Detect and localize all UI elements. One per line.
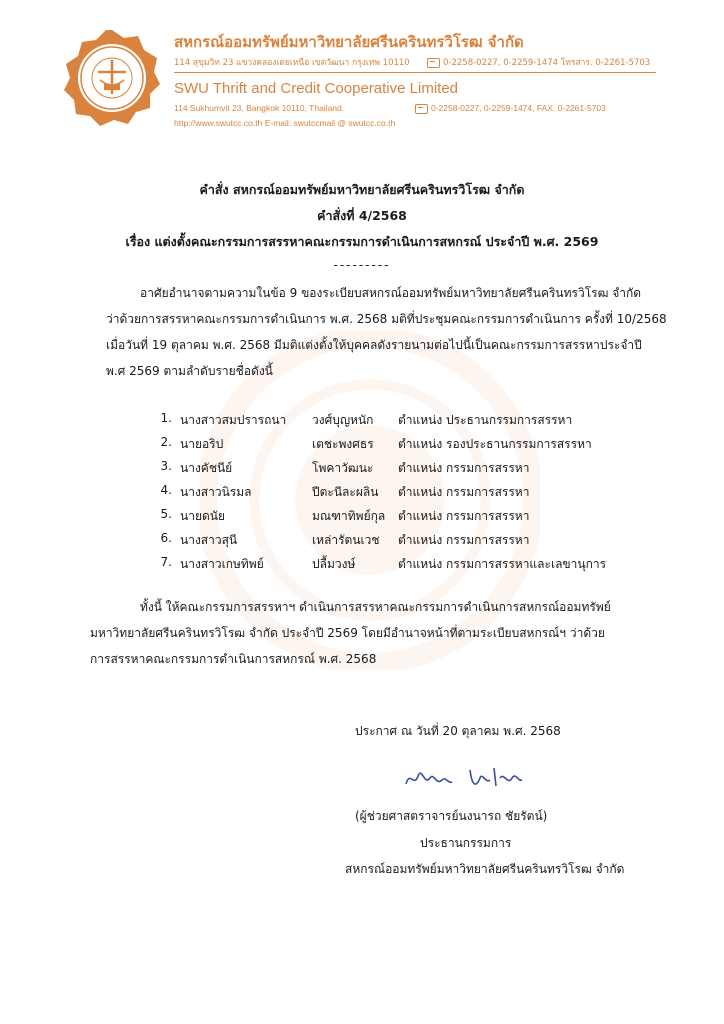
member-last-name: เตชะพงศธร bbox=[312, 437, 374, 451]
letterhead-thai-phone-text: 0-2258-0227, 0-2259-1474 โทรสาร. 0-2261-5703 bbox=[443, 58, 651, 68]
signer-title: ประธานกรรมการ bbox=[420, 836, 512, 850]
member-position: ตำแหน่ง กรรมการสรรหา bbox=[398, 533, 530, 547]
member-first-name: นายอริป bbox=[180, 437, 224, 451]
member-position: ตำแหน่ง ประธานกรรมการสรรหา bbox=[398, 413, 573, 427]
announcement-date: ประกาศ ณ วันที่ 20 ตุลาคม พ.ศ. 2568 bbox=[355, 724, 561, 738]
member-last-name: มณฑาทิพย์กุล bbox=[312, 509, 386, 523]
letterhead-english-phone bbox=[415, 103, 606, 114]
phone-icon bbox=[427, 58, 440, 68]
order-subject: เรื่อง แต่งตั้งคณะกรรมการสรรหาคณะกรรมการดำเนินการสหกรณ์ ประจำปี พ.ศ. 2569 bbox=[125, 234, 599, 249]
letterhead-divider bbox=[174, 72, 656, 73]
member-last-name: โพคาวัฒนะ bbox=[312, 461, 374, 475]
paragraph-1-line-4: พ.ศ 2569 ตามลำดับรายชื่อดังนี้ bbox=[106, 364, 273, 378]
member-number: 2. bbox=[160, 435, 172, 449]
member-position: ตำแหน่ง รองประธานกรรมการสรรหา bbox=[398, 437, 592, 451]
paragraph-2-line-1: ทั้งนี้ ให้คณะกรรมการสรรหาฯ ดำเนินการสรรหาคณะกรรมการดำเนินการสหกรณ์ออมทรัพย์ bbox=[140, 600, 611, 614]
paragraph-2-line-2: มหาวิทยาลัยศรีนครินทรวิโรฒ จำกัด ประจำปี 2569 โดยมีอำนาจหน้าที่ตามระเบียบสหกรณ์ฯ ว่าด้วย bbox=[90, 626, 605, 640]
letterhead-thai-phone bbox=[427, 55, 650, 69]
member-first-name: นายดนัย bbox=[180, 509, 225, 523]
member-position: ตำแหน่ง กรรมการสรรหา bbox=[398, 485, 530, 499]
member-number: 3. bbox=[160, 459, 172, 473]
order-issuer-heading: คำสั่ง สหกรณ์ออมทรัพย์มหาวิทยาลัยศรีนครินทรวิโรฒ จำกัด bbox=[199, 182, 525, 197]
heading-divider: --------- bbox=[333, 258, 391, 272]
signer-name: (ผู้ช่วยศาสตราจารย์นงนารถ ชัยรัตน์) bbox=[355, 809, 548, 823]
handwritten-signature bbox=[400, 760, 530, 794]
member-position: ตำแหน่ง กรรมการสรรหา bbox=[398, 509, 530, 523]
member-first-name: นางคัชนีย์ bbox=[180, 461, 233, 475]
letterhead-thai-address bbox=[174, 55, 410, 69]
paragraph-1-line-2: ว่าด้วยการสรรหาคณะกรรมการดำเนินการ พ.ศ. 2568 มติที่ประชุมคณะกรรมการดำเนินการ ครั้งที่ 10/2568 bbox=[106, 312, 667, 326]
member-position: ตำแหน่ง กรรมการสรรหาและเลขานุการ bbox=[398, 557, 607, 571]
paragraph-2-line-3: การสรรหาคณะกรรมการดำเนินการสหกรณ์ พ.ศ. 2568 bbox=[90, 652, 377, 666]
member-first-name: นางสาวเกษทิพย์ bbox=[180, 557, 264, 571]
member-last-name: วงศ์บุญหนัก bbox=[312, 413, 374, 427]
member-number: 4. bbox=[160, 483, 172, 497]
letterhead-thai-address-text: 114 สุขุมวิท 23 แขวงคลองเตยเหนือ เขตวัฒนา กรุงเทพ 10110 bbox=[174, 58, 410, 68]
member-number: 7. bbox=[160, 555, 172, 569]
order-number: คำสั่งที่ 4/2568 bbox=[317, 208, 407, 223]
member-position: ตำแหน่ง กรรมการสรรหา bbox=[398, 461, 530, 475]
letterhead-thai-name: สหกรณ์ออมทรัพย์มหาวิทยาลัยศรีนครินทรวิโรฒ จำกัด bbox=[174, 33, 524, 51]
member-last-name: ปีตะนีละผลิน bbox=[312, 485, 379, 499]
member-first-name: นางสาวสมปรารถนา bbox=[180, 413, 287, 427]
paragraph-1-line-3: เมื่อวันที่ 19 ตุลาคม พ.ศ. 2568 มีมติแต่งตั้งให้บุคคลดังรายนามต่อไปนี้เป็นคณะกรรมการสรรหาประจำปี bbox=[106, 338, 642, 352]
cooperative-seal-logo bbox=[62, 28, 162, 128]
letterhead-web-email: http://www.swutcc.co.th E-mail: swutccmail @ swutcc.co.th bbox=[174, 118, 396, 128]
member-last-name: ปลื้มวงษ์ bbox=[312, 557, 356, 571]
paragraph-1-line-1: อาศัยอำนาจตามความในข้อ 9 ของระเบียบสหกรณ์ออมทรัพย์มหาวิทยาลัยศรีนครินทรวิโรฒ จำกัด bbox=[140, 286, 642, 300]
member-number: 1. bbox=[160, 411, 172, 425]
member-last-name: เหล่ารัตนเวช bbox=[312, 533, 380, 547]
member-number: 5. bbox=[160, 507, 172, 521]
letterhead-english-phone-text: 0-2258-0227, 0-2259-1474, FAX. 0-2261-5703 bbox=[431, 103, 606, 113]
member-number: 6. bbox=[160, 531, 172, 545]
letterhead-english-name: SWU Thrift and Credit Cooperative Limited bbox=[174, 80, 459, 97]
letterhead-english-address: 114 Sukhumvit 23, Bangkok 10110, Thailand. bbox=[174, 103, 345, 113]
member-first-name: นางสาวสุนี bbox=[180, 533, 238, 547]
phone-icon bbox=[415, 104, 428, 114]
member-first-name: นางสาวนิรมล bbox=[180, 485, 252, 499]
signer-organization: สหกรณ์ออมทรัพย์มหาวิทยาลัยศรีนครินทรวิโรฒ จำกัด bbox=[345, 862, 625, 876]
